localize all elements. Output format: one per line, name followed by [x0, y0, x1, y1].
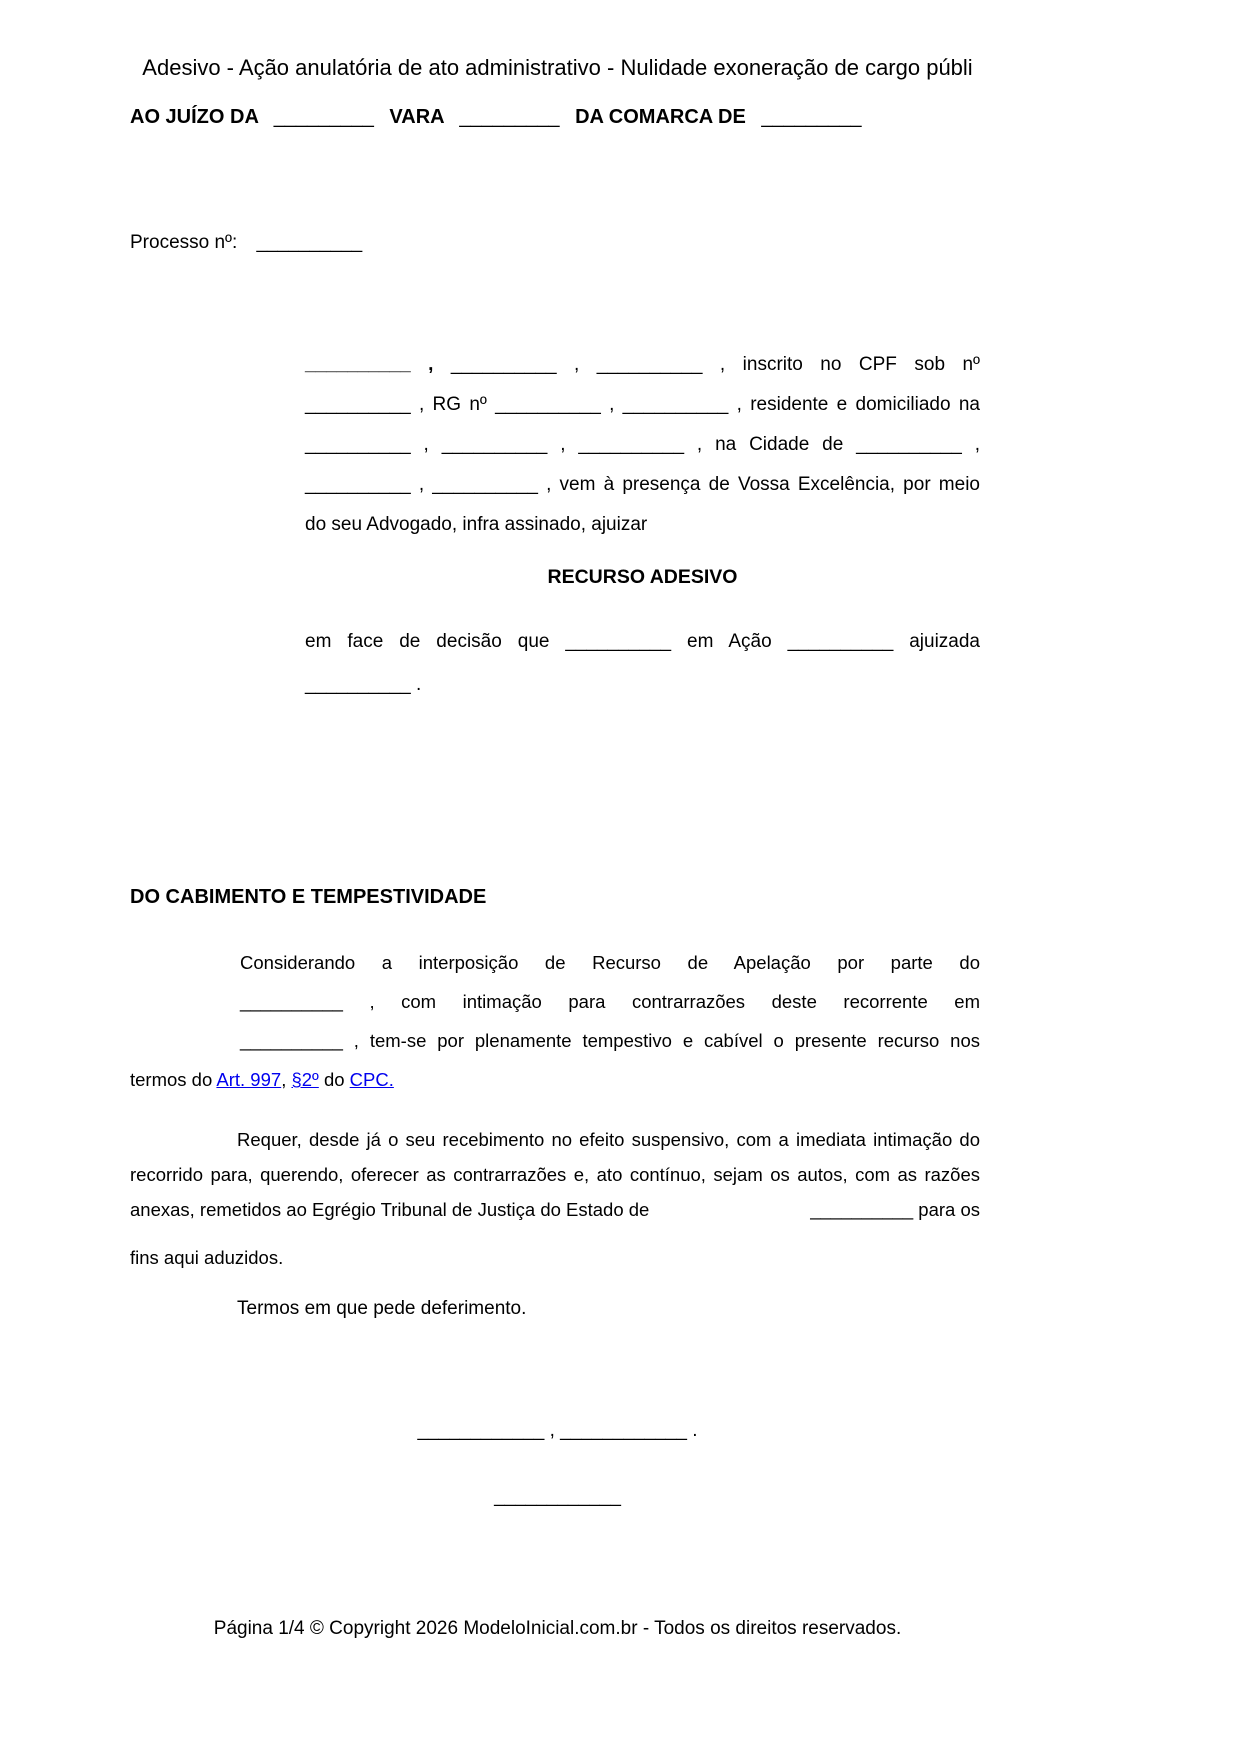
- signature-city-date-line: ____________ , ____________ .: [417, 1420, 698, 1441]
- cabimento-line-4-prefix: termos do: [130, 1069, 217, 1090]
- cabimento-line-2: __________ , com intimação para contrarrazões deste recorrente em: [240, 991, 980, 1012]
- requer-paragraph: [130, 1122, 980, 1275]
- qualification-line-5: do seu Advogado, infra assinado, ajuizar: [305, 514, 648, 535]
- blank-field-process-number: __________: [256, 232, 363, 253]
- requer-line-3-right: __________ para os: [810, 1199, 980, 1220]
- blank-field-vara-name: _________: [459, 106, 560, 128]
- addressee-line: [130, 106, 1030, 129]
- addressee-part-2: VARA: [389, 106, 444, 128]
- recurso-paragraph: [305, 620, 980, 706]
- recurso-line-1: em face de decisão que __________ em Ação __________ ajuizada: [305, 631, 980, 652]
- document-title: Adesivo - Ação anulatória de ato administrativo - Nulidade exoneração de cargo públi: [142, 55, 973, 80]
- link-paragraph-2[interactable]: §2º: [291, 1069, 319, 1090]
- blank-field-comarca: _________: [761, 106, 862, 128]
- addressee-part-3: DA COMARCA DE: [575, 106, 746, 128]
- qualification-line-1-rest: __________ , __________ , inscrito no CPF sob nº: [450, 354, 980, 375]
- qualification-line-4: __________ , __________ , vem à presença de Vossa Excelência, por meio: [305, 474, 980, 495]
- cabimento-section-heading: DO CABIMENTO E TEMPESTIVIDADE: [130, 886, 487, 908]
- requer-line-2: recorrido para, querendo, oferecer as contrarrazões e, ato contínuo, sejam os autos, com as razões: [130, 1164, 980, 1185]
- cabimento-paragraph: [240, 943, 980, 1060]
- deferimento-line: Termos em que pede deferimento.: [237, 1298, 527, 1319]
- requer-line-3: [130, 1192, 980, 1227]
- cabimento-line-1: Considerando a interposição de Recurso de Apelação por parte do: [240, 952, 980, 973]
- page-footer: Página 1/4 © Copyright 2026 ModeloInicial.com.br - Todos os direitos reservados.: [213, 1618, 902, 1639]
- signature-blank-line: ____________: [494, 1486, 621, 1507]
- requer-line-4: fins aqui aduzidos.: [130, 1247, 284, 1268]
- cabimento-line-4-sep1: ,: [281, 1069, 292, 1090]
- link-art-997[interactable]: Art. 997: [216, 1069, 282, 1090]
- cabimento-line-4: [130, 1060, 985, 1099]
- process-number-line: [130, 232, 730, 254]
- recurso-line-2: __________ .: [305, 674, 422, 695]
- qualification-line-1: [305, 345, 980, 385]
- recurso-adesivo-heading: RECURSO ADESIVO: [547, 566, 738, 588]
- cabimento-line-3: __________ , tem-se por plenamente tempestivo e cabível o presente recurso nos: [240, 1030, 980, 1051]
- blank-field-vara-number: _________: [273, 106, 374, 128]
- requer-line-3-left: anexas, remetidos ao Egrégio Tribunal de Justiça do Estado de: [130, 1199, 650, 1220]
- qualification-line-1-bold-blank: __________ ,: [305, 354, 434, 375]
- qualification-line-3: __________ , __________ , __________ , na Cidade de __________ ,: [305, 434, 980, 455]
- qualification-paragraph: [305, 345, 980, 545]
- qualification-line-2: __________ , RG nº __________ , __________ , residente e domiciliado na: [305, 394, 980, 415]
- addressee-part-1: AO JUÍZO DA: [130, 106, 259, 128]
- requer-line-1: Requer, desde já o seu recebimento no efeito suspensivo, com a imediata intimação do: [237, 1129, 980, 1150]
- process-number-label: Processo nº:: [130, 232, 238, 253]
- link-cpc[interactable]: CPC.: [349, 1069, 394, 1090]
- cabimento-line-4-sep2: do: [318, 1069, 350, 1090]
